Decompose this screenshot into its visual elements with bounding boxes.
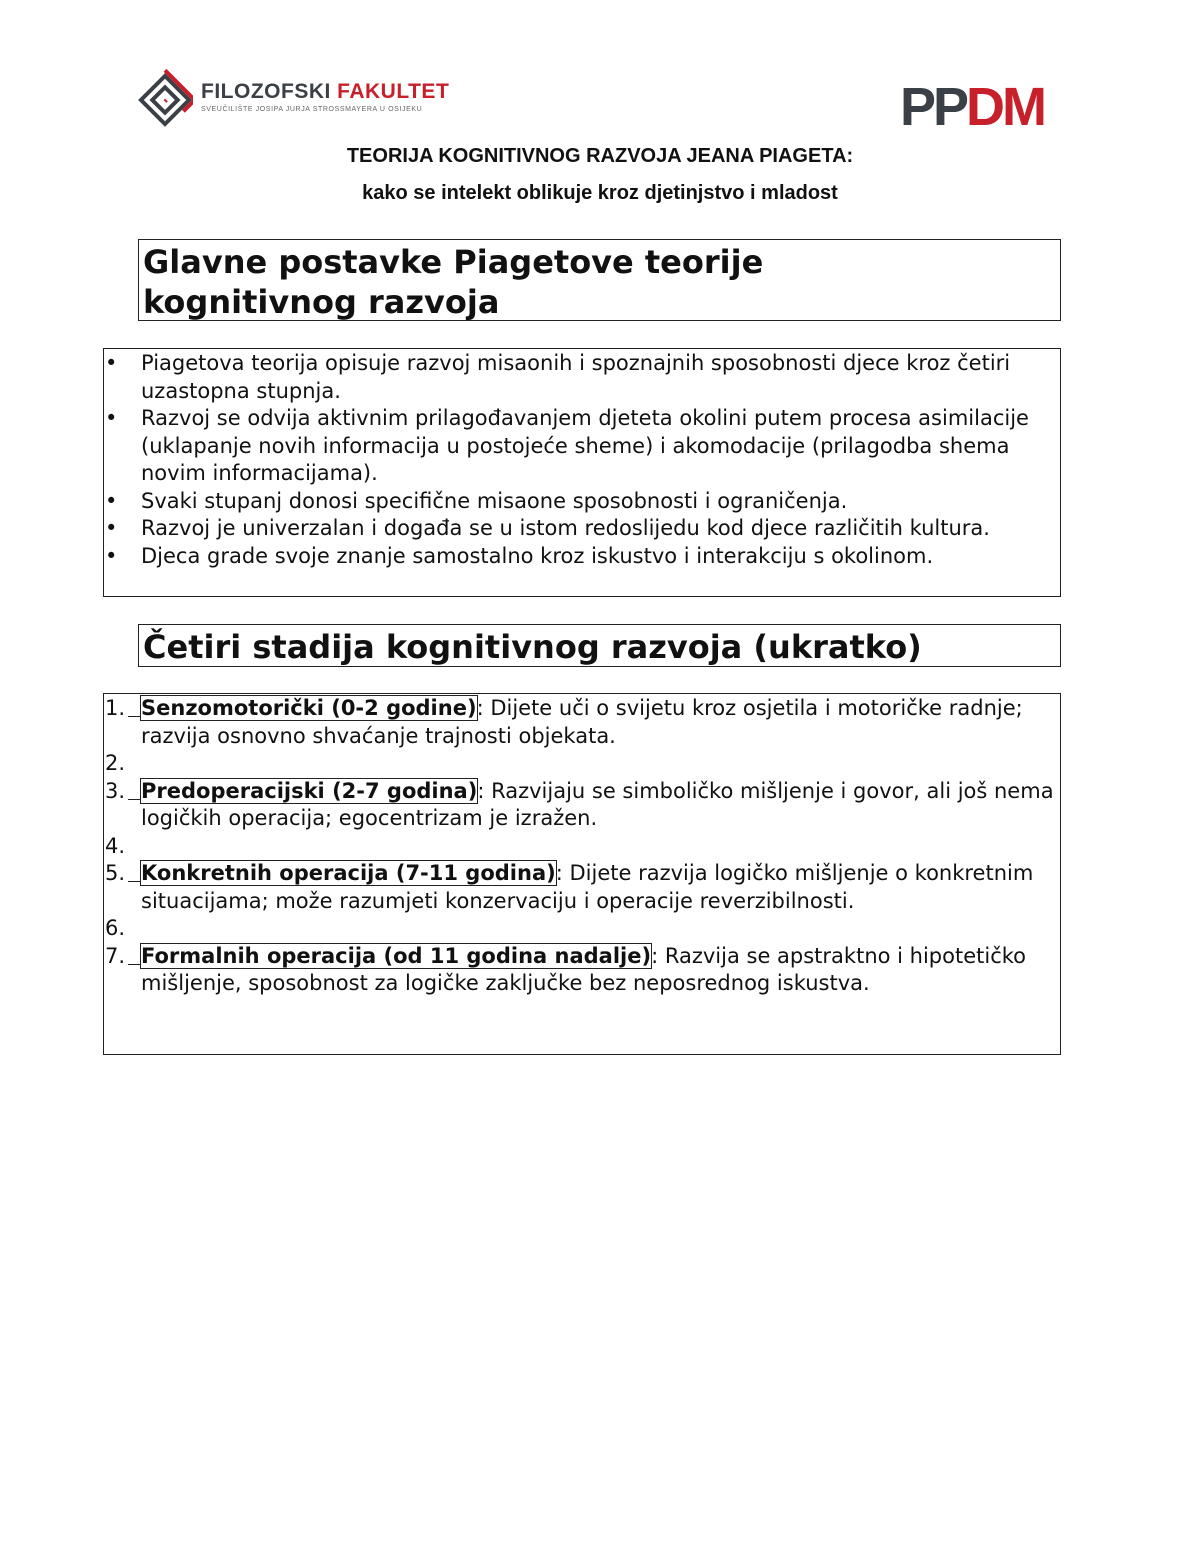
stage-description: : Razvija se apstraktno i hipotetičko mišljenje, sposobnost za logičke zaključke bez neposrednog iskustva. (141, 943, 1027, 995)
list-item-text: Piagetova teorija opisuje razvoj misaonih i spoznajnih sposobnosti djece kroz četiri uzastopna stupnja. (141, 351, 1011, 403)
bullet-icon: • (105, 543, 118, 568)
stage-name: Konkretnih operacija (7-11 godina) (141, 861, 556, 885)
list-number: 4. (105, 833, 126, 858)
section1-heading-line1: Glavne postavke Piagetove teorije (143, 243, 764, 281)
section2-heading-box (138, 624, 1061, 667)
stage-name: Formalnih operacija (od 11 godina nadalje) (141, 943, 652, 968)
stage-item (104, 943, 1060, 998)
principles-list (104, 349, 1060, 570)
faculty-logo-mark-icon (137, 68, 193, 132)
empty-list-item (104, 915, 1060, 943)
faculty-logo-text (201, 80, 449, 113)
bullet-icon: • (105, 516, 118, 540)
list-item-text: Svaki stupanj donosi specifične misaone sposobnosti i ograničenja. (141, 488, 848, 513)
list-number: 3. (105, 778, 126, 803)
empty-list-item (104, 833, 1060, 861)
list-item (104, 515, 1060, 543)
list-item-text: Razvoj se odvija aktivnim prilagođavanjem djeteta okolini putem procesa asimilacije (uklapanje novih informacija u postojeće sheme) i akomodacije (prilagodba shema novim informacijama). (141, 406, 1029, 485)
stages-list (104, 694, 1060, 998)
faculty-name (201, 80, 449, 104)
bullet-icon: • (105, 488, 118, 513)
faculty-logo (137, 68, 450, 132)
section1-heading-line2: kognitivnog razvoja (143, 283, 500, 321)
stages-list-box (103, 693, 1061, 1055)
bullet-icon: • (105, 351, 118, 375)
stage-item (104, 778, 1060, 833)
bullet-icon: • (105, 406, 118, 430)
empty-list-item (104, 750, 1060, 778)
stage-item (104, 695, 1060, 750)
section1-heading-box (138, 239, 1061, 321)
ppdm-logo-part1: PP (900, 77, 967, 137)
faculty-name-part2: FAKULTET (337, 80, 450, 103)
stage-name: Predoperacijski (2-7 godina) (141, 778, 478, 803)
document-subtitle: kako se intelekt oblikuje kroz djetinjstvo i mladost (362, 182, 838, 204)
ppdm-logo (900, 77, 1045, 137)
list-item-text: Djeca grade svoje znanje samostalno kroz iskustvo i interakciju s okolinom. (141, 543, 934, 568)
list-item (104, 543, 1060, 571)
stage-name: Senzomotorički (0-2 godine) (141, 696, 477, 720)
list-item (104, 488, 1060, 516)
list-number: 6. (105, 916, 126, 940)
list-number: 7. (105, 943, 126, 968)
stage-description: : Razvijaju se simboličko mišljenje i govor, ali još nema logičkih operacija; egocentrizam je izražen. (141, 778, 1054, 830)
stage-item (104, 860, 1060, 915)
ppdm-logo-part2: DM (966, 77, 1045, 137)
principles-list-box (103, 348, 1061, 597)
list-item-text: Razvoj je univerzalan i događa se u istom redoslijedu kod djece različitih kultura. (141, 516, 990, 540)
list-item (104, 350, 1060, 405)
list-number: 5. (105, 861, 126, 885)
stage-description: : Dijete uči o svijetu kroz osjetila i motoričke radnje; razvija osnovno shvaćanje trajnosti objekata. (141, 696, 1023, 748)
document-title: TEORIJA KOGNITIVNOG RAZVOJA JEANA PIAGETA: (346, 145, 854, 167)
stage-description: : Dijete razvija logičko mišljenje o konkretnim situacijama; može razumjeti konzervaciju i operacije reverzibilnosti. (141, 861, 1034, 913)
list-number: 1. (105, 696, 126, 720)
university-name: SVEUČILIŠTE JOSIPA JURJA STROSSMAYERA U OSIJEKU (201, 106, 423, 113)
section2-heading: Četiri stadija kognitivnog razvoja (ukratko) (143, 628, 922, 666)
list-item (104, 405, 1060, 488)
faculty-name-part1: FILOZOFSKI (201, 80, 331, 103)
list-number: 2. (105, 751, 126, 775)
